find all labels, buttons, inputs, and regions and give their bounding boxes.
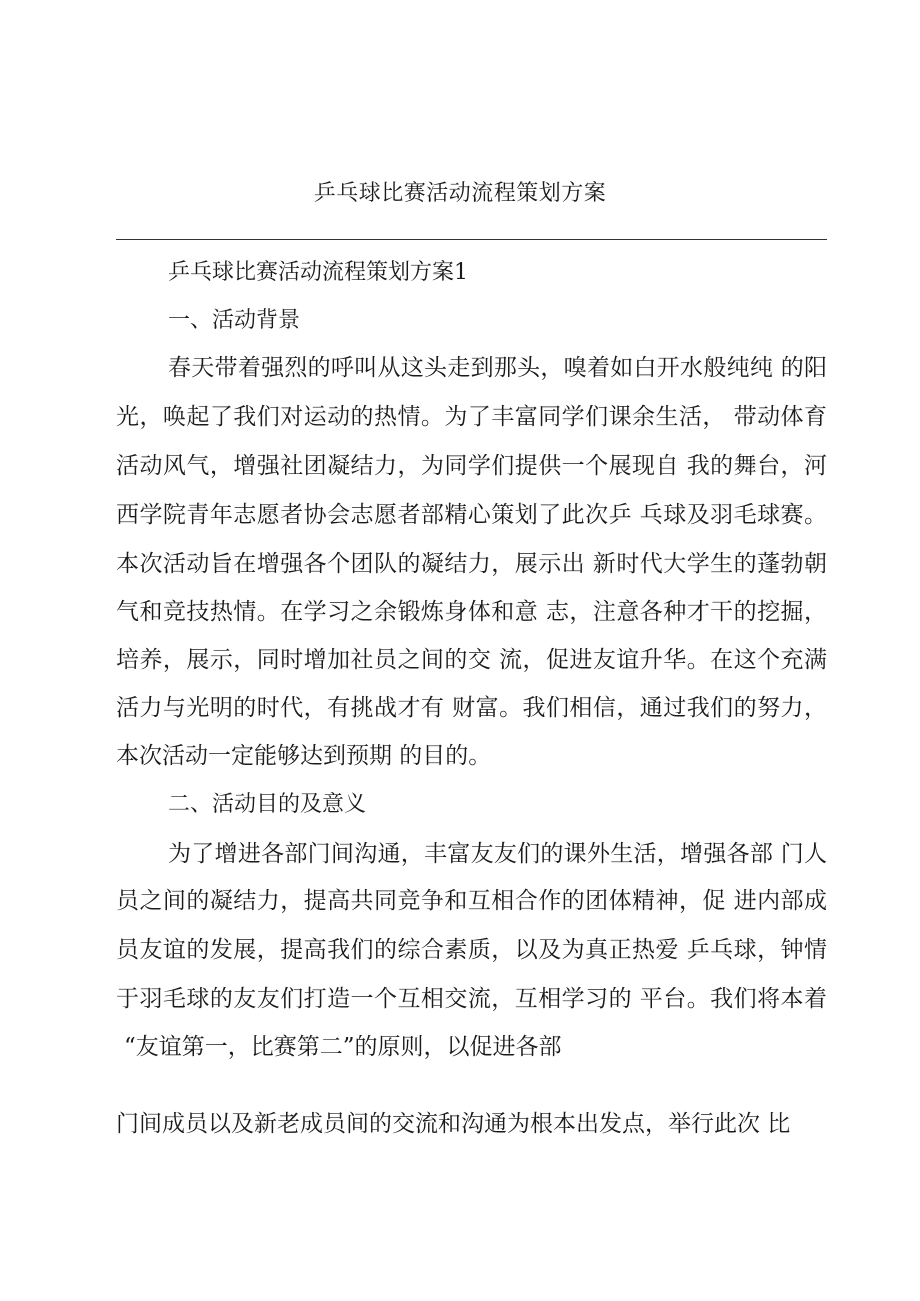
paragraph-line: 于羽毛球的友友们打造一个互相交流，互相学习的 平台。我们将本着: [116, 986, 827, 1012]
paragraph-line: 本次活动一定能够达到预期 的目的。: [116, 743, 492, 769]
page-title: 乒乓球比赛活动流程策划方案: [313, 181, 607, 206]
paragraph-line: 本次活动旨在增强各个团队的凝结力，展示出 新时代大学生的蓬勃朝: [116, 551, 827, 577]
paragraph-line: 活动风气，增强社团凝结力，为同学们提供一个展现自 我的舞台，河: [116, 453, 827, 479]
document-subtitle: 乒乓球比赛活动流程策划方案1: [168, 260, 468, 285]
paragraph-line: 门间成员以及新老成员间的交流和沟通为根本出发点，举行此次 比: [116, 1111, 791, 1137]
section-heading-purpose: 二、活动目的及意义: [168, 792, 367, 817]
paragraph-line: 西学院青年志愿者协会志愿者部精心策划了此次乒 乓球及羽毛球赛。: [116, 502, 827, 528]
paragraph-line: 活力与光明的时代，有挑战才有 财富。我们相信，通过我们的努力，: [116, 695, 827, 721]
paragraph-line: 培养，展示，同时增加社员之间的交 流，促进友谊升华。在这个充满: [116, 647, 827, 673]
title-divider: [116, 239, 827, 240]
paragraph-line: 员友谊的发展，提高我们的综合素质，以及为真正热爱 乒乓球，钟情: [116, 937, 827, 963]
paragraph-line: 光，唤起了我们对运动的热情。为了丰富同学们课余生活， 带动体育: [116, 404, 827, 430]
paragraph-line: “友谊第一，比赛第二”的原则，以促进各部: [124, 1034, 562, 1060]
paragraph-line: 员之间的凝结力，提高共同竞争和互相合作的团体精神，促 进内部成: [116, 888, 827, 914]
section-heading-background: 一、活动背景: [168, 308, 301, 333]
paragraph-line: 气和竞技热情。在学习之余锻炼身体和意 志，注意各种才干的挖掘，: [116, 599, 827, 625]
paragraph-line: 春天带着强烈的呼叫从这头走到那头，嗅着如白开水般纯纯 的阳: [168, 355, 827, 381]
paragraph-line: 为了增进各部门间沟通，丰富友友们的课外生活，增强各部 门人: [168, 841, 827, 867]
